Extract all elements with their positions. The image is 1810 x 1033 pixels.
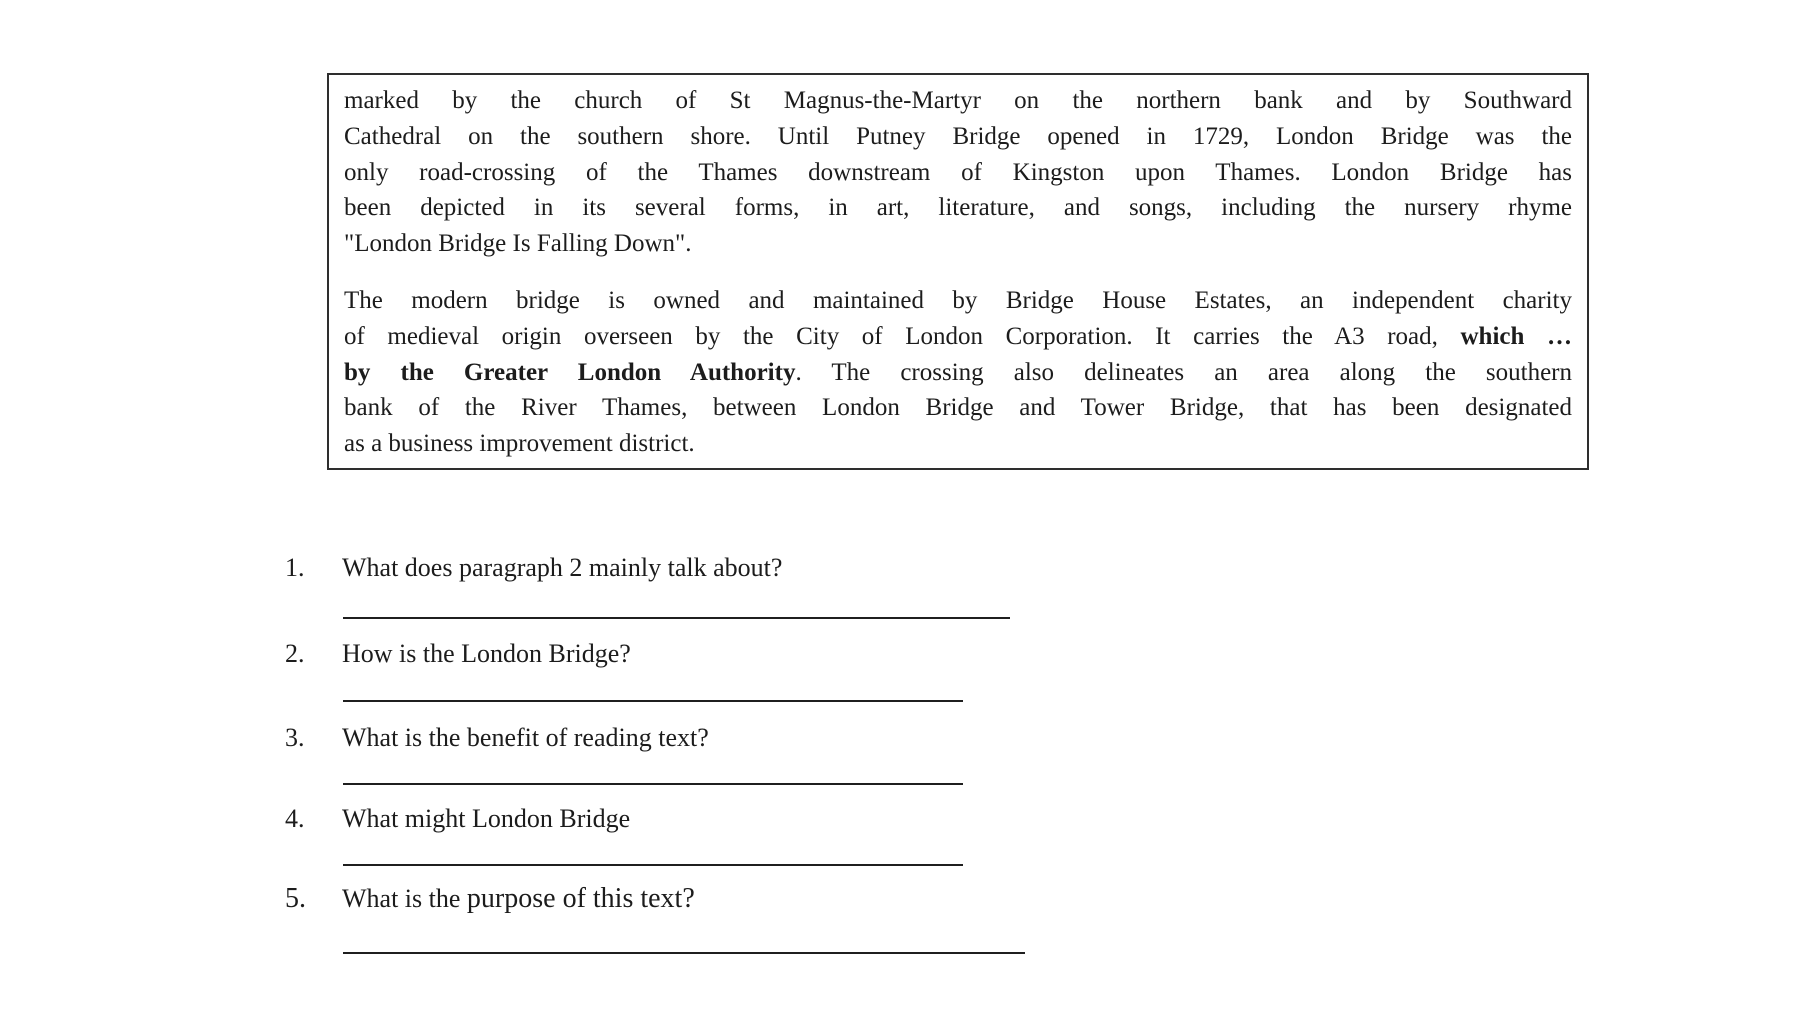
question-2-text: How is the London Bridge? [342,639,631,668]
passage-line: The modern bridge is owned and maintained by Bridge House Estates, an independent charity [344,286,1572,314]
question-4-text: What might London Bridge [342,804,631,833]
passage-paragraph [344,283,1572,462]
question-2-number: 2. [285,639,305,668]
passage-line: "London Bridge Is Falling Down". [344,230,692,258]
passage-line: Cathedral on the southern shore. Until Putney Bridge opened in 1729, London Bridge was the [344,122,1572,150]
answer-line-5 [343,952,1025,954]
answer-line-3 [343,783,963,785]
passage-line: only road-crossing of the Thames downstream of Kingston upon Thames. London Bridge has [344,158,1572,186]
passage-line: marked by the church of St Magnus-the-Martyr on the northern bank and by Southward [344,87,1572,114]
question-1-text: What does paragraph 2 mainly talk about? [342,553,783,582]
answer-line-1 [343,617,1010,619]
question-3-number: 3. [285,723,305,752]
passage-line: been depicted in its several forms, in art, literature, and songs, including the nursery rhyme [344,194,1572,222]
question-4-number: 4. [285,804,305,833]
question-2 [285,637,631,671]
answer-line-4 [343,864,963,866]
passage-line: of medieval origin overseen by the City of London Corporation. It carries the A3 road, which … [344,322,1572,350]
question-4 [285,802,630,836]
question-3-text: What is the benefit of reading text? [342,723,709,752]
passage-paragraph [344,83,1572,262]
question-5 [285,882,695,916]
question-1 [285,551,782,585]
passage-line: by the Greater London Authority. The crossing also delineates an area along the southern [344,358,1573,386]
passage-line: bank of the River Thames, between London Bridge and Tower Bridge, that has been designated [344,394,1572,422]
question-5-number: 5. [285,883,306,914]
passage-line: as a business improvement district. [344,430,695,458]
question-1-number: 1. [285,553,305,582]
question-3 [285,721,709,755]
passage-box [327,73,1589,470]
question-5-text-part2: purpose of this text? [466,883,695,914]
question-5-text-part1: What is the [342,884,467,913]
answer-line-2 [343,700,963,702]
